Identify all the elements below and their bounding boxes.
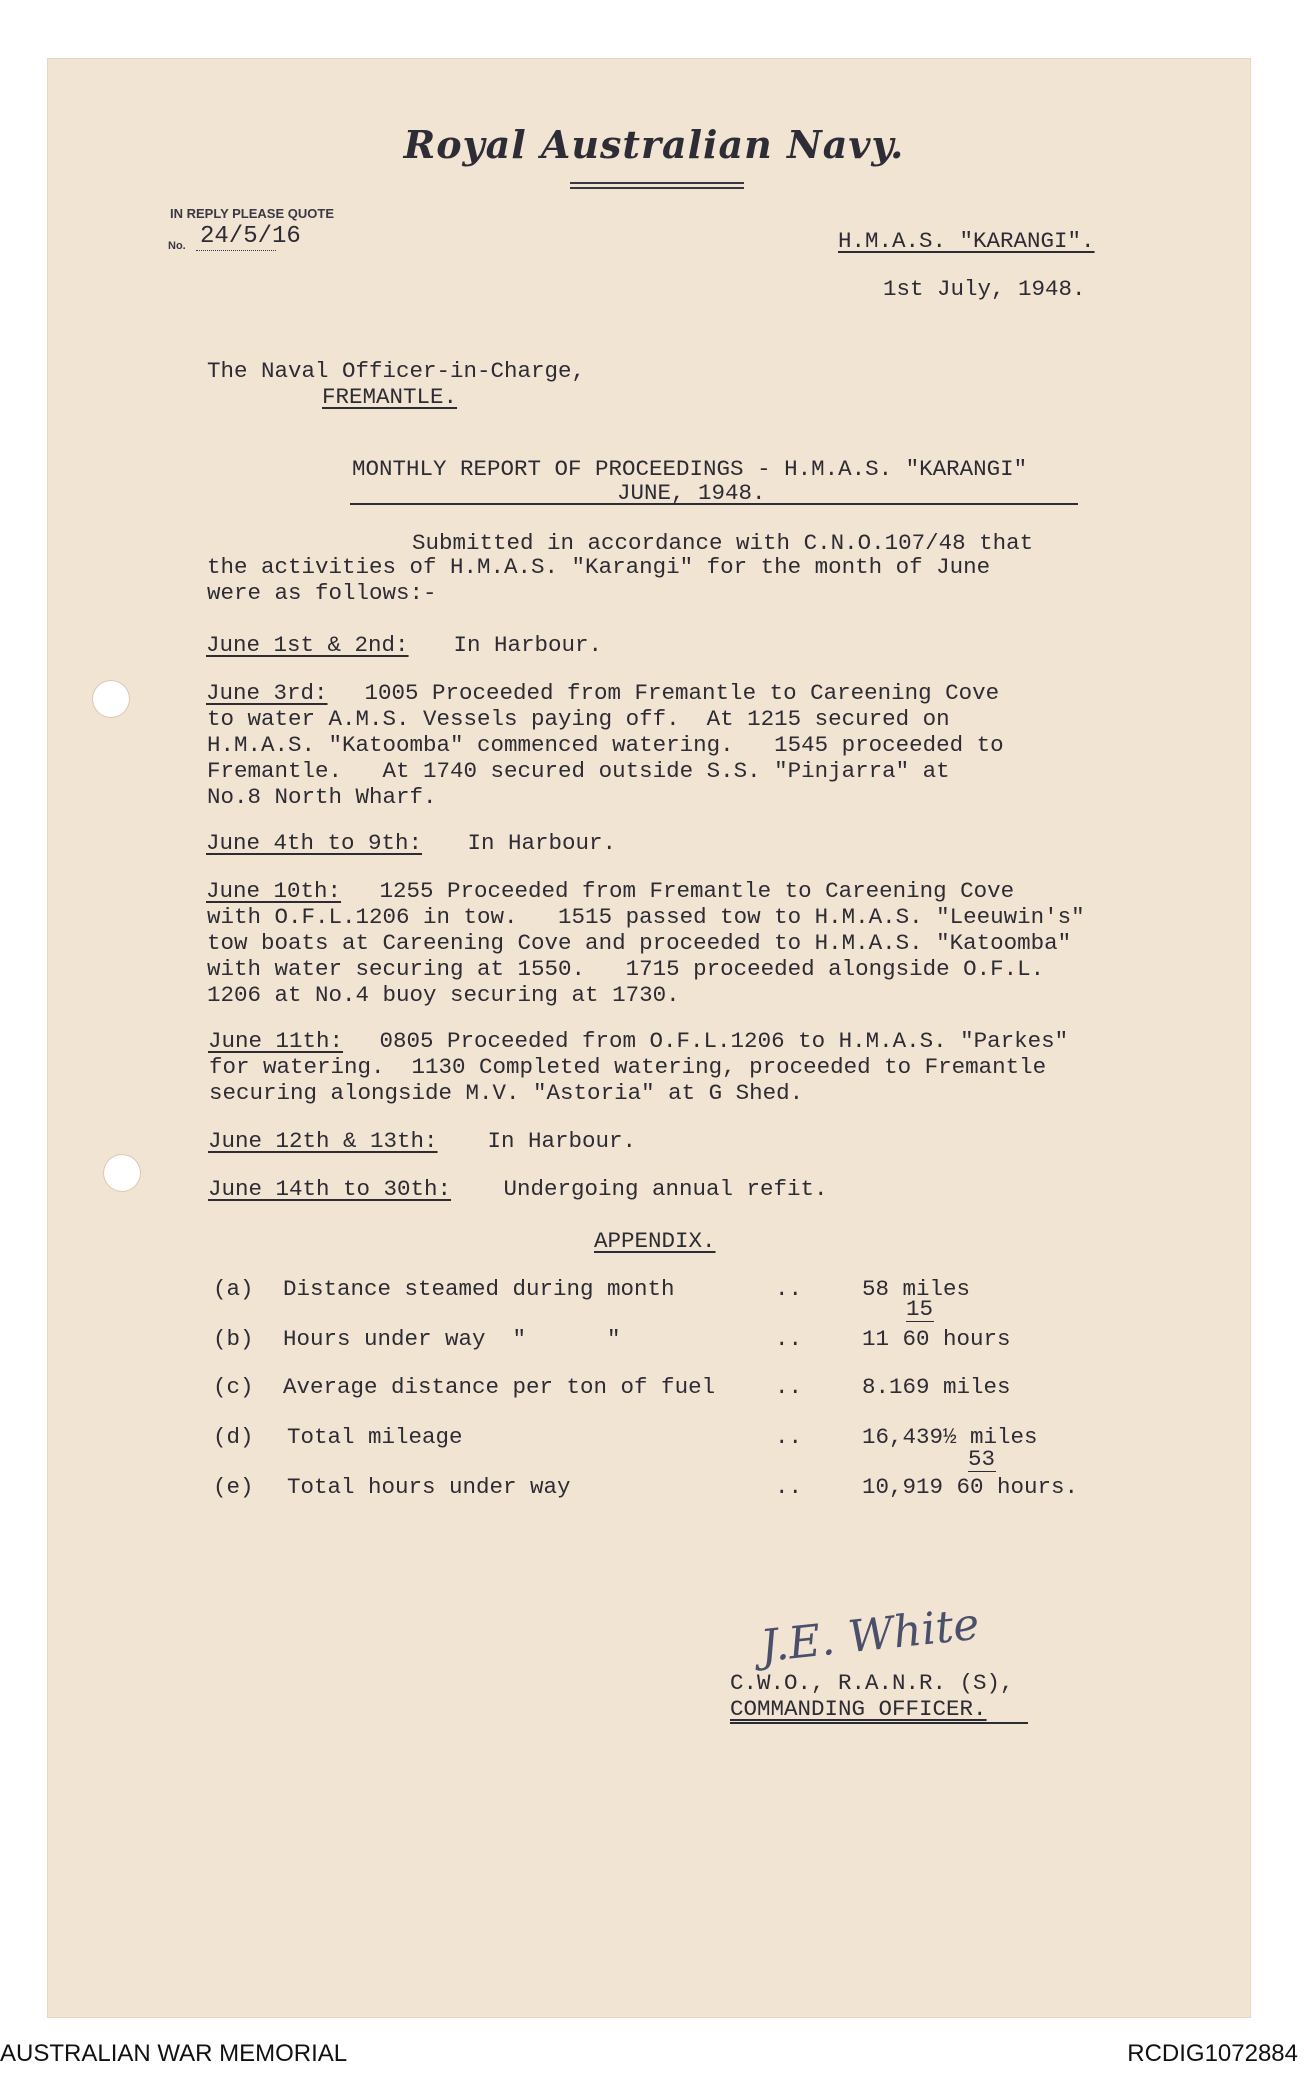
entry-text: with O.F.L.1206 in tow. 1515 passed tow to H.M.A.S. "Leeuwin's" bbox=[207, 904, 1085, 930]
entry-heading: June 3rd: bbox=[206, 680, 328, 706]
entry-text: with water securing at 1550. 1715 proceeded alongside O.F.L. bbox=[207, 956, 1045, 982]
entry-heading: June 14th to 30th: bbox=[208, 1176, 452, 1202]
signatory-title: COMMANDING OFFICER. bbox=[730, 1696, 987, 1722]
appendix-value: 10,919 60 hours. bbox=[862, 1474, 1079, 1500]
entry-heading: June 10th: bbox=[206, 878, 342, 904]
entry-text: H.M.A.S. "Katoomba" commenced watering. 1545 proceeded to bbox=[207, 732, 1004, 758]
reply-label: IN REPLY PLEASE QUOTE bbox=[170, 206, 334, 221]
appendix-key: (a) bbox=[213, 1276, 254, 1302]
signatory-rank: C.W.O., R.A.N.R. (S), bbox=[730, 1670, 1014, 1696]
entry-text: Fremantle. At 1740 secured outside S.S. "Pinjarra" at bbox=[207, 758, 950, 784]
appendix-label: Total mileage bbox=[287, 1424, 463, 1450]
addressee-line-1: The Naval Officer-in-Charge, bbox=[207, 358, 586, 384]
signature-underline bbox=[730, 1722, 1028, 1724]
entry-text: 1206 at No.4 buoy securing at 1730. bbox=[207, 982, 680, 1008]
appendix-dots: .. bbox=[775, 1374, 803, 1400]
entry-text: for watering. 1130 Completed watering, proceeded to Fremantle bbox=[209, 1054, 1047, 1080]
subject-line-2: JUNE, 1948. bbox=[617, 480, 766, 506]
no-label: No. bbox=[168, 240, 186, 252]
intro-line-2: the activities of H.M.A.S. "Karangi" for the month of June bbox=[207, 554, 991, 580]
entry-text: tow boats at Careening Cove and proceeded to H.M.A.S. "Katoomba" bbox=[207, 930, 1072, 956]
entry-heading: June 12th & 13th: bbox=[208, 1128, 438, 1154]
appendix-dots: .. bbox=[775, 1474, 803, 1500]
appendix-value: 8.169 miles bbox=[862, 1374, 1011, 1400]
fraction-bar bbox=[906, 1321, 934, 1322]
entry-text: to water A.M.S. Vessels paying off. At 1215 secured on bbox=[207, 706, 950, 732]
appendix-value: 16,439½ miles bbox=[862, 1424, 1038, 1450]
letterhead-rule bbox=[570, 182, 744, 184]
entry-text: securing alongside M.V. "Astoria" at G Shed. bbox=[209, 1080, 804, 1106]
appendix-value: 11 60 hours bbox=[862, 1326, 1011, 1352]
appendix-key: (e) bbox=[213, 1474, 254, 1500]
appendix-label: Distance steamed during month bbox=[283, 1276, 675, 1302]
appendix-label: Hours under way " " bbox=[283, 1326, 621, 1352]
footer-reference: RCDIG1072884 bbox=[1127, 2040, 1298, 2067]
appendix-value: 58 miles bbox=[862, 1276, 971, 1302]
appendix-dots: .. bbox=[775, 1276, 803, 1302]
appendix-key: (b) bbox=[213, 1326, 254, 1352]
appendix-label: Average distance per ton of fuel bbox=[283, 1374, 716, 1400]
entry-heading: June 4th to 9th: bbox=[206, 830, 423, 856]
appendix-dots: .. bbox=[775, 1326, 803, 1352]
fraction-numerator: 53 bbox=[968, 1446, 996, 1472]
entry-text: Undergoing annual refit. bbox=[490, 1176, 828, 1202]
appendix-dots: .. bbox=[775, 1424, 803, 1450]
appendix-label: Total hours under way bbox=[287, 1474, 571, 1500]
letterhead-rule-2 bbox=[570, 187, 744, 189]
addressee-line-2: FREMANTLE. bbox=[322, 384, 458, 410]
reference-dotted-line bbox=[196, 250, 276, 251]
fraction-numerator: 15 bbox=[906, 1296, 934, 1322]
letter-date: 1st July, 1948. bbox=[883, 276, 1086, 302]
ship-name: H.M.A.S. "KARANGI". bbox=[838, 228, 1095, 254]
letterhead-title: Royal Australian Navy. bbox=[403, 122, 905, 167]
entry-heading: June 1st & 2nd: bbox=[206, 632, 409, 658]
intro-line-1: Submitted in accordance with C.N.O.107/48 that bbox=[412, 530, 1034, 556]
entry-text: No.8 North Wharf. bbox=[207, 784, 437, 810]
entry-text: 1005 Proceeded from Fremantle to Careening Cove bbox=[351, 680, 1000, 706]
entry-heading: June 11th: bbox=[208, 1028, 344, 1054]
appendix-key: (d) bbox=[213, 1424, 254, 1450]
intro-line-3: were as follows:- bbox=[207, 580, 437, 606]
handwritten-signature: J.E. White bbox=[757, 1598, 982, 1673]
fraction-bar bbox=[968, 1471, 996, 1472]
subject-underline bbox=[350, 503, 1078, 505]
entry-text: In Harbour. bbox=[440, 632, 603, 658]
appendix-title: APPENDIX. bbox=[594, 1228, 716, 1254]
appendix-key: (c) bbox=[213, 1374, 254, 1400]
entry-text: 0805 Proceeded from O.F.L.1206 to H.M.A.S. "Parkes" bbox=[366, 1028, 1069, 1054]
subject-line-1: MONTHLY REPORT OF PROCEEDINGS - H.M.A.S. "KARANGI" bbox=[352, 456, 1028, 482]
entry-text: 1255 Proceeded from Fremantle to Careening Cove bbox=[366, 878, 1015, 904]
entry-text: In Harbour. bbox=[474, 1128, 637, 1154]
reference-number: 24/5/16 bbox=[200, 223, 301, 250]
punch-hole-bottom bbox=[103, 1154, 141, 1192]
entry-text: In Harbour. bbox=[454, 830, 617, 856]
footer-institution: AUSTRALIAN WAR MEMORIAL bbox=[0, 2040, 348, 2067]
punch-hole-top bbox=[92, 680, 130, 718]
